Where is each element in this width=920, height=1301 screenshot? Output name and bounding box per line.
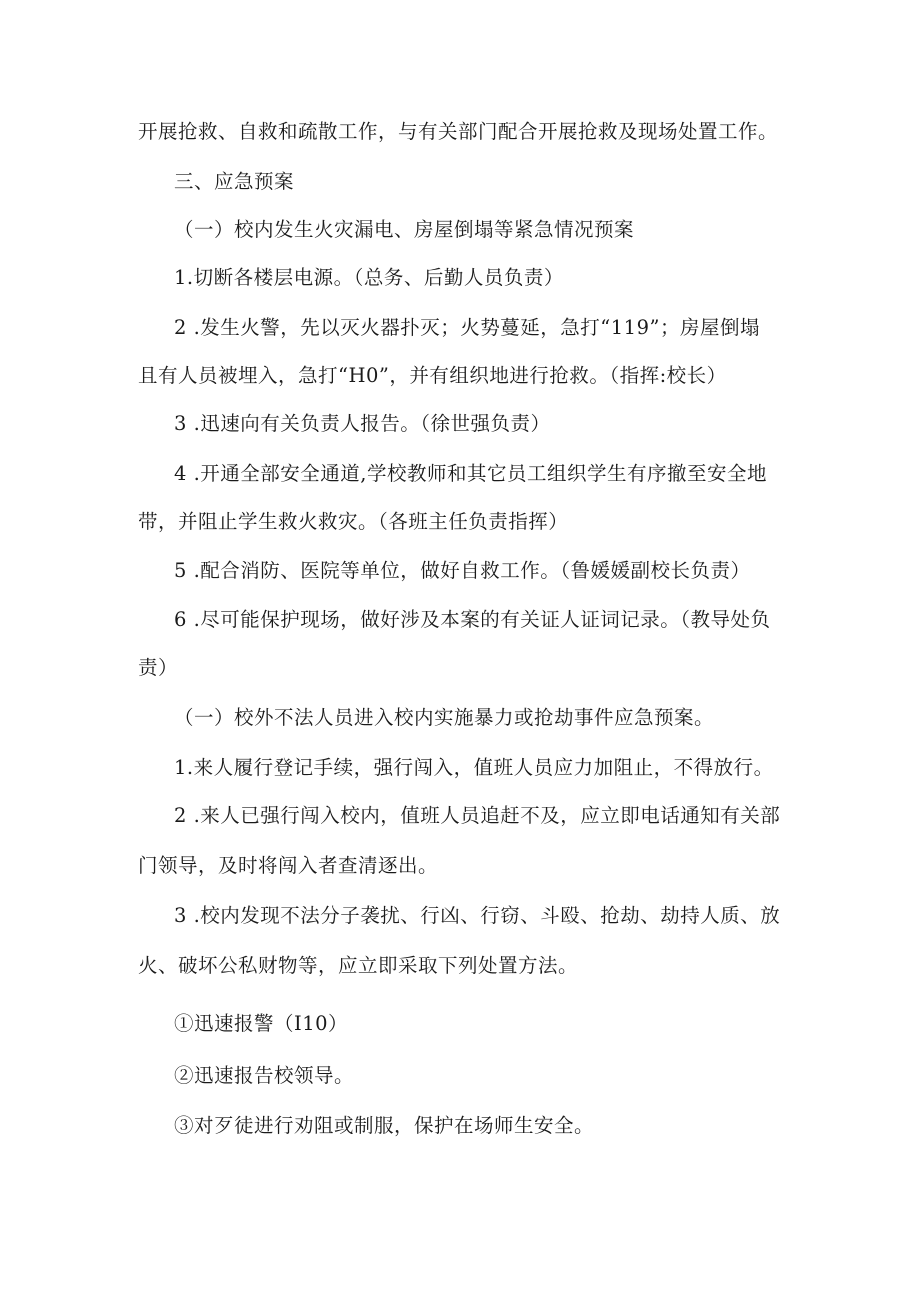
list-item: 1.切断各楼层电源。（总务、后勤人员负责）	[174, 266, 564, 289]
list-item: 2 .来人已强行闯入校内，值班人员追赶不及，应立即电话通知有关部	[174, 804, 781, 827]
list-item: 1.来人履行登记手续，强行闯入，值班人员应力加阻止，不得放行。	[174, 756, 774, 779]
list-item: 3 .校内发现不法分子袭扰、行凶、行窃、斗殴、抢劫、劫持人质、放	[174, 904, 781, 927]
list-item: 2 .发生火警，先以灭火器扑灭；火势蔓延，急打“119”；房屋倒塌	[174, 316, 760, 339]
list-item-continuation: 门领导，及时将闯入者查清逐出。	[138, 854, 439, 877]
list-item-continuation: 责）	[138, 656, 179, 679]
list-item: ③对歹徒进行劝阻或制服，保护在场师生安全。	[174, 1114, 595, 1137]
section-heading: 三、应急预案	[174, 170, 295, 193]
list-item-continuation: 带，并阻止学生救火救灾。（各班主任负责指挥）	[138, 510, 569, 533]
subsection-heading: （一）校外不法人员进入校内实施暴力或抢劫事件应急预案。	[174, 706, 715, 729]
list-item-continuation: 火、破坏公私财物等，应立即采取下列处置方法。	[138, 954, 579, 977]
list-item-continuation: 且有人员被埋入，急打“H0”，并有组织地进行抢救。（指挥:校长）	[138, 364, 727, 387]
list-item: 4 .开通全部安全通道,学校教师和其它员工组织学生有序撤至安全地	[174, 462, 768, 485]
list-item: 6 .尽可能保护现场，做好涉及本案的有关证人证词记录。（教导处负	[174, 608, 771, 631]
list-item: ②迅速报告校领导。	[174, 1064, 355, 1087]
body-line: 开展抢救、自救和疏散工作，与有关部门配合开展抢救及现场处置工作。	[138, 120, 779, 143]
list-item: ①迅速报警（I10）	[174, 1012, 349, 1035]
list-item: 5 .配合消防、医院等单位，做好自救工作。（鲁媛媛副校长负责）	[174, 559, 751, 582]
list-item: 3 .迅速向有关负责人报告。（徐世强负责）	[174, 412, 551, 435]
subsection-heading: （一）校内发生火灾漏电、房屋倒塌等紧急情况预案	[174, 218, 635, 241]
